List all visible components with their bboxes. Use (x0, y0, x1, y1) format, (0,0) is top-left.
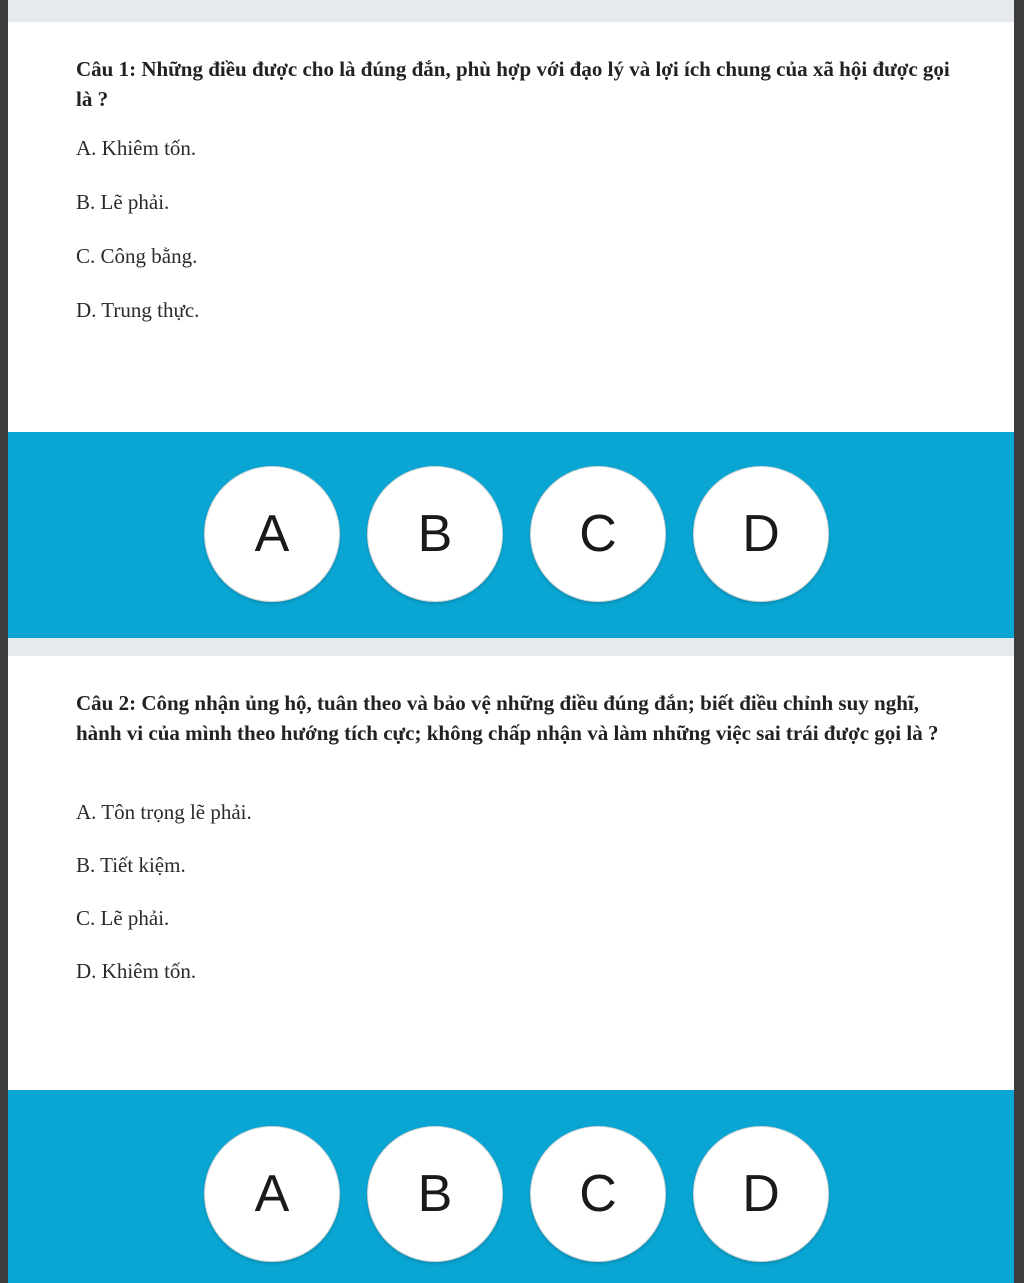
question-1-answer-a-button[interactable]: A (204, 466, 340, 602)
question-2-option-a: A. Tôn trọng lẽ phải. (76, 800, 252, 824)
screen-frame-left (0, 0, 8, 1283)
question-2-text: Câu 2: Công nhận ủng hộ, tuân theo và bảo vệ những điều đúng đắn; biết điều chỉnh suy nghĩ, hành vi của mình theo hướng tích cực; không chấp nhận và làm những việc sai trái được gọi là ? (76, 691, 939, 745)
section-divider (8, 638, 1014, 657)
question-2-option-c: C. Lẽ phải. (76, 906, 170, 930)
question-1-answer-c-button[interactable]: C (530, 466, 666, 602)
screen-frame-right (1014, 0, 1024, 1283)
question-1-text: Câu 1: Những điều được cho là đúng đắn, phù hợp với đạo lý và lợi ích chung của xã hội được gọi là ? (76, 57, 950, 111)
question-card-2 (8, 656, 1014, 1090)
question-1-answer-b-button[interactable]: B (367, 466, 503, 602)
question-1-option-a: A. Khiêm tốn. (76, 136, 197, 160)
question-1-option-b: B. Lẽ phải. (76, 190, 170, 214)
question-2-answer-d-button[interactable]: D (693, 1126, 829, 1262)
question-2-answer-bar (8, 1090, 1014, 1283)
question-2-option-b: B. Tiết kiệm. (76, 853, 186, 877)
question-2-answer-a-button[interactable]: A (204, 1126, 340, 1262)
question-2-option-d: D. Khiêm tốn. (76, 959, 197, 983)
question-2-answer-c-button[interactable]: C (530, 1126, 666, 1262)
question-1-answer-d-button[interactable]: D (693, 466, 829, 602)
question-2-answer-b-button[interactable]: B (367, 1126, 503, 1262)
question-1-option-c: C. Công bằng. (76, 244, 198, 268)
question-1-option-d: D. Trung thực. (76, 298, 200, 322)
question-1-answer-bar (8, 432, 1014, 638)
question-card-1 (8, 22, 1014, 432)
top-divider (8, 0, 1014, 23)
